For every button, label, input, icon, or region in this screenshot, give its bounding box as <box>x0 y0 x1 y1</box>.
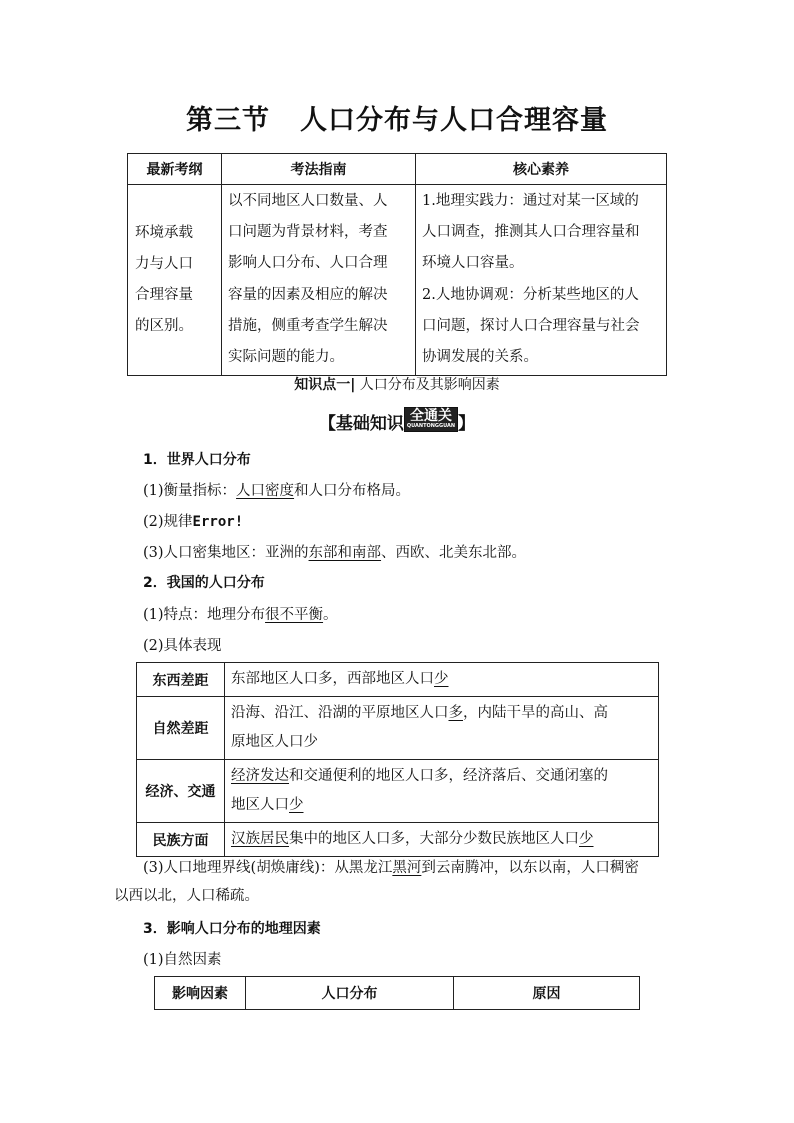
line-boundary-cont: 以西以北，人口稀疏。 <box>114 888 259 904</box>
line-boundary: (3)人口地理界线(胡焕庸线)：从黑龙江黑河到云南腾冲，以东以南，人口稠密 <box>143 860 639 876</box>
line-natural-factors: (1)自然因素 <box>143 952 222 968</box>
section-title: 人口分布与人口合理容量 <box>300 105 608 136</box>
heading-world-population: 1．世界人口分布 <box>143 452 251 468</box>
table-row: 自然差距 沿海、沿江、沿湖的平原地区人口多，内陆干旱的高山、高 原地区人口少 <box>137 697 659 760</box>
overview-table <box>127 153 667 376</box>
heading-china-population: 2．我国的人口分布 <box>143 575 265 591</box>
line-rule: (2)规律Error! <box>143 514 244 530</box>
col-header: 最新考纲 <box>128 154 222 185</box>
line-detail: (2)具体表现 <box>143 638 222 654</box>
col-header: 考法指南 <box>222 154 416 185</box>
method-cell: 以不同地区人口数量、人 口问题为背景材料，考查 影响人口分布、人口合理 容量的因素及相应的解决 措施，侧重考查学生解决 实际问题的能力。 <box>222 185 416 376</box>
line-dense-areas: (3)人口密集地区：亚洲的东部和南部、西欧、北美东北部。 <box>143 545 527 561</box>
page-title <box>0 98 794 137</box>
line-indicator: (1)衡量指标：人口密度和人口分布格局。 <box>143 483 411 499</box>
col-header: 原因 <box>454 977 640 1010</box>
distribution-table <box>136 662 659 857</box>
line-feature: (1)特点：地理分布很不平衡。 <box>143 607 338 623</box>
syllabus-cell: 环境承载 力与人口 合理容量 的区别。 <box>128 185 222 376</box>
table-row: 经济、交通 经济发达和交通便利的地区人口多，经济落后、交通闭塞的 地区人口少 <box>137 760 659 823</box>
factors-table <box>154 976 640 1010</box>
heading-factors: 3．影响人口分布的地理因素 <box>143 921 321 937</box>
col-header: 核心素养 <box>416 154 667 185</box>
badge: 全通关 QUANTONGGUAN <box>404 407 458 432</box>
table-row: 东西差距 东部地区人口多，西部地区人口少 <box>137 663 659 697</box>
knowledge-point-heading: 知识点一| 人口分布及其影响因素 <box>294 377 500 393</box>
table-row: 民族方面 汉族居民集中的地区人口多，大部分少数民族地区人口少 <box>137 823 659 857</box>
section-number: 第三节 <box>186 105 270 136</box>
competency-cell: 1.地理实践力：通过对某一区域的 人口调查，推测其人口合理容量和 环境人口容量。 2.人地协调观：分析某些地区的人 口问题，探讨人口合理容量与社会 协调发展的关系。 <box>416 185 667 376</box>
col-header: 人口分布 <box>246 977 454 1010</box>
basic-knowledge-banner: 【基础知识 全通关 QUANTONGGUAN 】 <box>318 408 476 434</box>
col-header: 影响因素 <box>155 977 246 1010</box>
